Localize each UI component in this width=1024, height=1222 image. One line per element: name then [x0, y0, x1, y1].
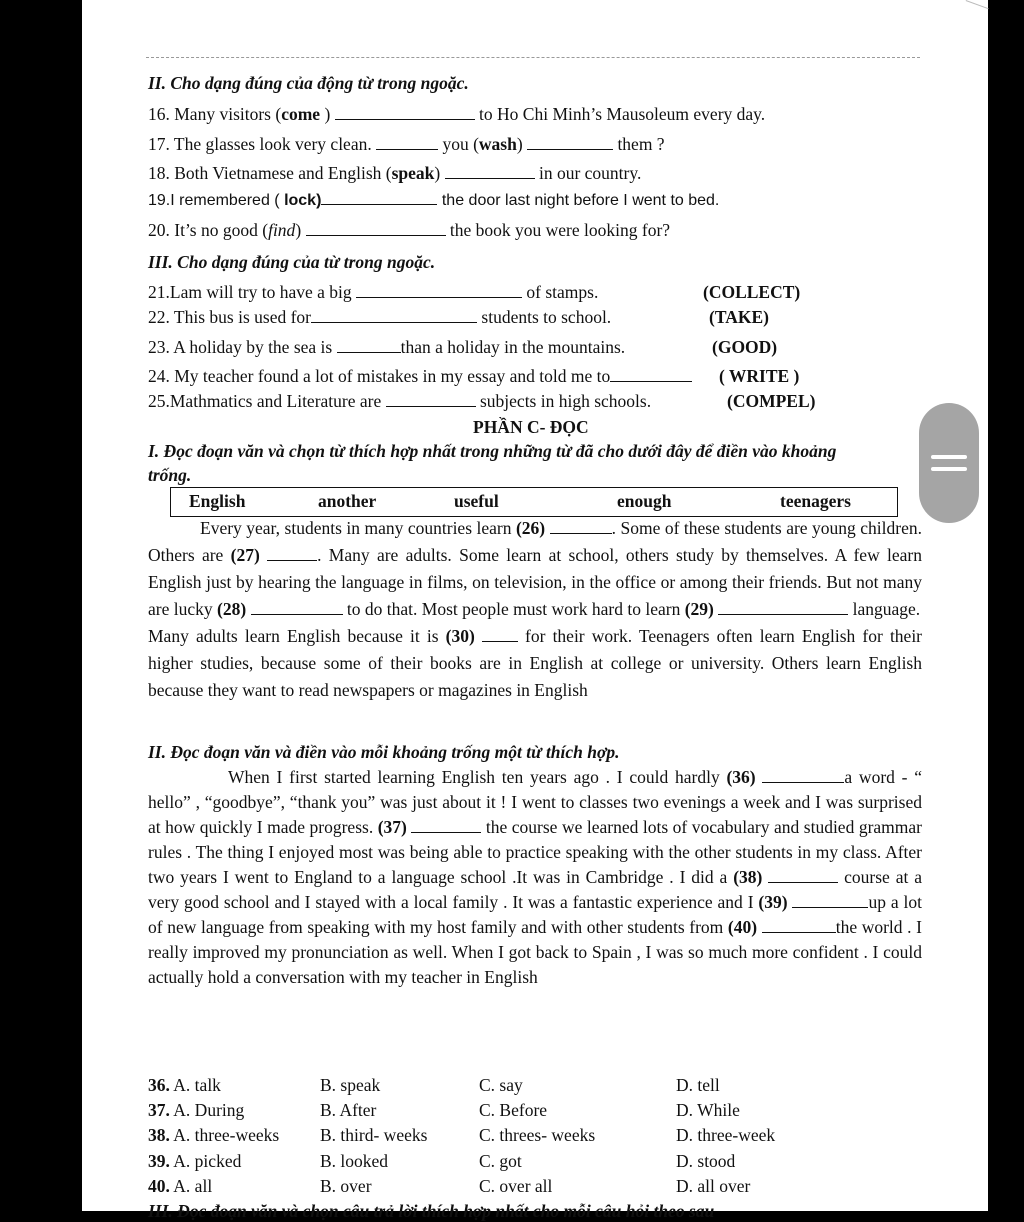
word-take: (TAKE) — [709, 307, 769, 327]
word-good: (GOOD) — [712, 337, 778, 357]
reading1-heading: I. Đọc đoạn văn và chọn từ thích hợp nhất trong những từ đã cho dưới đây để điền vào khoảng — [148, 441, 837, 461]
grip-line-icon — [931, 455, 967, 459]
part-c-title: PHẦN C- ĐỌC — [473, 417, 589, 437]
option-c: C. threes- weeks — [479, 1125, 596, 1145]
word-box-item: another — [318, 491, 377, 511]
option-c: C. say — [479, 1075, 523, 1095]
option-row-39: 39. A. picked — [148, 1151, 242, 1171]
scroll-handle[interactable] — [919, 403, 979, 523]
reading1-heading-cont: trống. — [148, 465, 192, 485]
word-compel: (COMPEL) — [727, 391, 816, 411]
option-b: B. looked — [320, 1151, 389, 1171]
option-c: C. Before — [479, 1100, 548, 1120]
option-b: B. over — [320, 1176, 372, 1196]
word-box-item: useful — [454, 491, 499, 511]
question-16: 16. Many visitors (come ) to Ho Chi Minh’s Mausoleum every day. — [148, 104, 766, 124]
option-d: D. all over — [676, 1176, 751, 1196]
question-21: 21.Lam will try to have a big of stamps. — [148, 282, 599, 302]
question-18: 18. Both Vietnamese and English (speak) in our country. — [148, 163, 642, 183]
word-collect: (COLLECT) — [703, 282, 801, 302]
option-row-38: 38. A. three-weeks — [148, 1125, 280, 1145]
option-b: B. speak — [320, 1075, 381, 1095]
option-c: C. over all — [479, 1176, 553, 1196]
edge-mark — [964, 0, 989, 15]
option-d: D. stood — [676, 1151, 736, 1171]
option-d: D. tell — [676, 1075, 720, 1095]
section2-heading: II. Cho dạng đúng của động từ trong ngoặc. — [148, 73, 469, 93]
word-box — [170, 487, 898, 517]
option-row-40: 40. A. all — [148, 1176, 213, 1196]
worksheet-page — [82, 0, 988, 1221]
word-box-item: teenagers — [780, 491, 851, 511]
reading2-heading: II. Đọc đoạn văn và điền vào mỗi khoảng trống một từ thích hợp. — [148, 742, 620, 762]
option-d: D. While — [676, 1100, 740, 1120]
question-20: 20. It’s no good (find) the book you were looking for? — [148, 220, 671, 240]
section3-heading: III. Cho dạng đúng của từ trong ngoặc. — [148, 252, 436, 272]
question-17: 17. The glasses look very clean. you (wash) them ? — [148, 134, 665, 154]
option-row-37: 37. A. During — [148, 1100, 245, 1120]
question-23: 23. A holiday by the sea is than a holiday in the mountains. — [148, 337, 626, 357]
option-c: C. got — [479, 1151, 522, 1171]
grip-line-icon — [931, 467, 967, 471]
question-25: 25.Mathmatics and Literature are subjects in high schools. — [148, 391, 652, 411]
option-b: B. After — [320, 1100, 377, 1120]
option-row-36: 36. A. talk — [148, 1075, 221, 1095]
option-b: B. third- weeks — [320, 1125, 428, 1145]
option-d: D. three-week — [676, 1125, 776, 1145]
reading1-paragraph: Every year, students in many countries learn (26) . Some of these students are young children. Others are (27) . Many are adults. Some learn at school, others study by themselves. A few learn English just by hearing the language in films, on television, in the office or among their friends. But not many are lucky (28) to do that. Most people must work hard to learn (29) language. Many adults learn English because it is (30) for their work. Teenagers often learn English for their higher studies, because some of their books are in English at college or university. Others learn English because they want to read newspapers or magazines in English — [148, 518, 923, 700]
question-22: 22. This bus is used for students to school. — [148, 307, 612, 327]
reading2-paragraph: When I first started learning English ten years ago . I could hardly (36) a word - “ hello” , “goodbye”, “thank you” was just about it ! I went to classes two evenings a week and I was surprised at how quickly I made progress. (37) the course we learned lots of vocabulary and studied grammar rules . The thing I enjoyed most was being able to practice speaking with the other students in my class. After two years I went to England to a language school .It was in Cambridge . I did a (38) course at a very good school and I stayed with a local family . It was a fantastic experience and I (39) up a lot of new language from speaking with my host family and with other students from (40) the world . I really improved my pronunciation as well. When I got back to Spain , I was so much more confident . I could actually hold a conversation with my teacher in English — [148, 767, 923, 987]
dashed-divider — [146, 57, 920, 58]
question-24: 24. My teacher found a lot of mistakes in my essay and told me to — [148, 365, 692, 387]
word-write: ( WRITE ) — [719, 366, 800, 386]
word-box-item: English — [189, 491, 246, 511]
question-19: 19.I remembered ( lock) the door last night before I went to bed. — [148, 189, 719, 212]
word-box-item: enough — [617, 491, 672, 511]
reading3-heading-cut: III. Đọc đoạn văn và chọn câu trả lời thích hợp nhất cho mỗi câu hỏi theo sau — [148, 1201, 715, 1221]
